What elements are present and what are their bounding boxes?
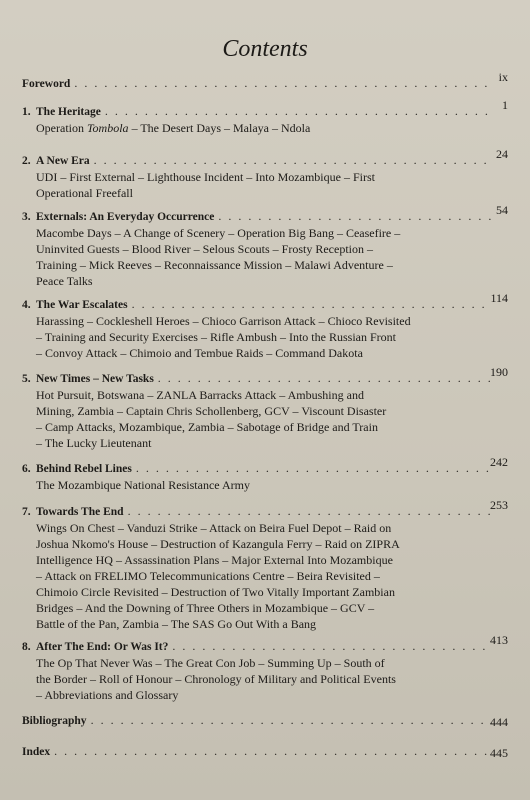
section-line: Battle of the Pan, Zambia – The SAS Go Out With a Bang: [36, 617, 317, 631]
section-line: UDI – First External – Lighthouse Incident – Into Mozambique – First: [36, 170, 375, 184]
section-line: Hot Pursuit, Botswana – ZANLA Barracks Attack – Ambushing and: [36, 388, 364, 402]
toc-bibliography[interactable]: [22, 713, 508, 729]
section-line: Bridges – And the Downing of Three Others in Mozambique – GCV –: [36, 601, 375, 615]
index-page: 445: [490, 746, 508, 760]
chapter-sections: [36, 477, 474, 493]
chapter-sections: [36, 225, 474, 289]
section-line: – Attack on FRELIMO Telecommunications Centre – Beira Revisited –: [36, 569, 380, 583]
section-line: Uninvited Guests – Blood River – Selous Scouts – Frosty Reception –: [36, 242, 373, 256]
leader-dots: [94, 153, 492, 168]
foreword-label: Foreword: [22, 78, 71, 90]
chapter-page: 1: [502, 98, 508, 112]
section-line: Operation Tombola – The Desert Days – Malaya – Ndola: [36, 121, 311, 135]
chapter-title: The Heritage: [36, 106, 101, 118]
page-title: Contents: [222, 36, 308, 62]
toc-index[interactable]: [22, 744, 508, 760]
chapter-sections: [36, 520, 474, 632]
section-line: Mining, Zambia – Captain Chris Schollenberg, GCV – Viscount Disaster: [36, 404, 387, 418]
chapter-title: A New Era: [36, 155, 90, 167]
section-line: Wings On Chest – Vanduzi Strike – Attack on Beira Fuel Depot – Raid on: [36, 521, 392, 535]
chapter-page: 253: [490, 498, 508, 512]
bibliography-page: 444: [490, 715, 508, 729]
section-line: The Op That Never Was – The Great Con Job – Summing Up – South of: [36, 656, 385, 670]
leader-dots: [91, 713, 492, 728]
chapter-number: 7.: [22, 506, 31, 518]
section-line: – Training and Security Exercises – Rifle Ambush – Into the Russian Front: [36, 330, 396, 344]
toc-chapter-6[interactable]: [22, 455, 508, 493]
chapter-sections: [36, 313, 474, 361]
section-line: – Abbreviations and Glossary: [36, 688, 179, 702]
chapter-number: 4.: [22, 299, 31, 311]
chapter-title: The War Escalates: [36, 299, 128, 311]
bibliography-label: Bibliography: [22, 715, 87, 727]
chapter-page: 242: [490, 455, 508, 469]
leader-dots: [132, 297, 492, 312]
chapter-page: 413: [490, 633, 508, 647]
chapter-title: Behind Rebel Lines: [36, 463, 132, 475]
chapter-number: 8.: [22, 641, 31, 653]
section-line: Chimoio Circle Revisited – Destruction of Two Vitally Important Zambian: [36, 585, 395, 599]
index-label: Index: [22, 746, 51, 758]
leader-dots: [172, 639, 492, 654]
chapter-number: 3.: [22, 211, 31, 223]
chapter-sections: [36, 655, 474, 703]
toc-chapter-4[interactable]: [22, 291, 508, 361]
toc-chapter-3[interactable]: [22, 203, 508, 289]
leader-dots: [74, 76, 492, 91]
section-line: the Border – Roll of Honour – Chronology of Military and Political Events: [36, 672, 396, 686]
toc-chapter-7[interactable]: [22, 498, 508, 632]
chapter-sections: [36, 120, 474, 136]
chapter-number: 1.: [22, 106, 31, 118]
chapter-page: 24: [496, 147, 508, 161]
toc-chapter-1[interactable]: [22, 98, 508, 136]
chapter-title: New Times – New Tasks: [36, 373, 154, 385]
chapter-title: Externals: An Everyday Occurrence: [36, 211, 215, 223]
chapter-number: 6.: [22, 463, 31, 475]
leader-dots: [218, 209, 492, 224]
chapter-title: After The End: Or Was It?: [36, 641, 169, 653]
toc-foreword[interactable]: [22, 70, 508, 92]
chapter-page: 54: [496, 203, 508, 217]
leader-dots: [54, 744, 492, 759]
section-line: Intelligence HQ – Assassination Plans – Major External Into Mozambique: [36, 553, 393, 567]
leader-dots: [105, 104, 492, 119]
section-line: Training – Mick Reeves – Reconnaissance Mission – Malawi Adventure –: [36, 258, 393, 272]
chapter-page: 114: [490, 291, 508, 305]
leader-dots: [128, 504, 492, 519]
section-line: The Mozambique National Resistance Army: [36, 478, 250, 492]
chapter-number: 2.: [22, 155, 31, 167]
section-line: – Convoy Attack – Chimoio and Tembue Raids – Command Dakota: [36, 346, 363, 360]
chapter-title: Towards The End: [36, 506, 124, 518]
toc-chapter-2[interactable]: [22, 147, 508, 201]
section-line: Operational Freefall: [36, 186, 133, 200]
chapter-page: 190: [490, 365, 508, 379]
section-line: – Camp Attacks, Mozambique, Zambia – Sabotage of Bridge and Train: [36, 420, 378, 434]
foreword-page: ix: [498, 70, 508, 84]
section-line: Joshua Nkomo's House – Destruction of Kazangula Ferry – Raid on ZIPRA: [36, 537, 400, 551]
toc-chapter-8[interactable]: [22, 633, 508, 703]
chapter-number: 5.: [22, 373, 31, 385]
section-line: Harassing – Cockleshell Heroes – Chioco Garrison Attack – Chioco Revisited: [36, 314, 411, 328]
chapter-sections: [36, 387, 474, 451]
chapter-sections: [36, 169, 474, 201]
section-line: Peace Talks: [36, 274, 93, 288]
leader-dots: [158, 371, 492, 386]
section-line: – The Lucky Lieutenant: [36, 436, 152, 450]
leader-dots: [136, 461, 492, 476]
toc-chapter-5[interactable]: [22, 365, 508, 451]
section-line: Macombe Days – A Change of Scenery – Operation Big Bang – Ceasefire –: [36, 226, 401, 240]
